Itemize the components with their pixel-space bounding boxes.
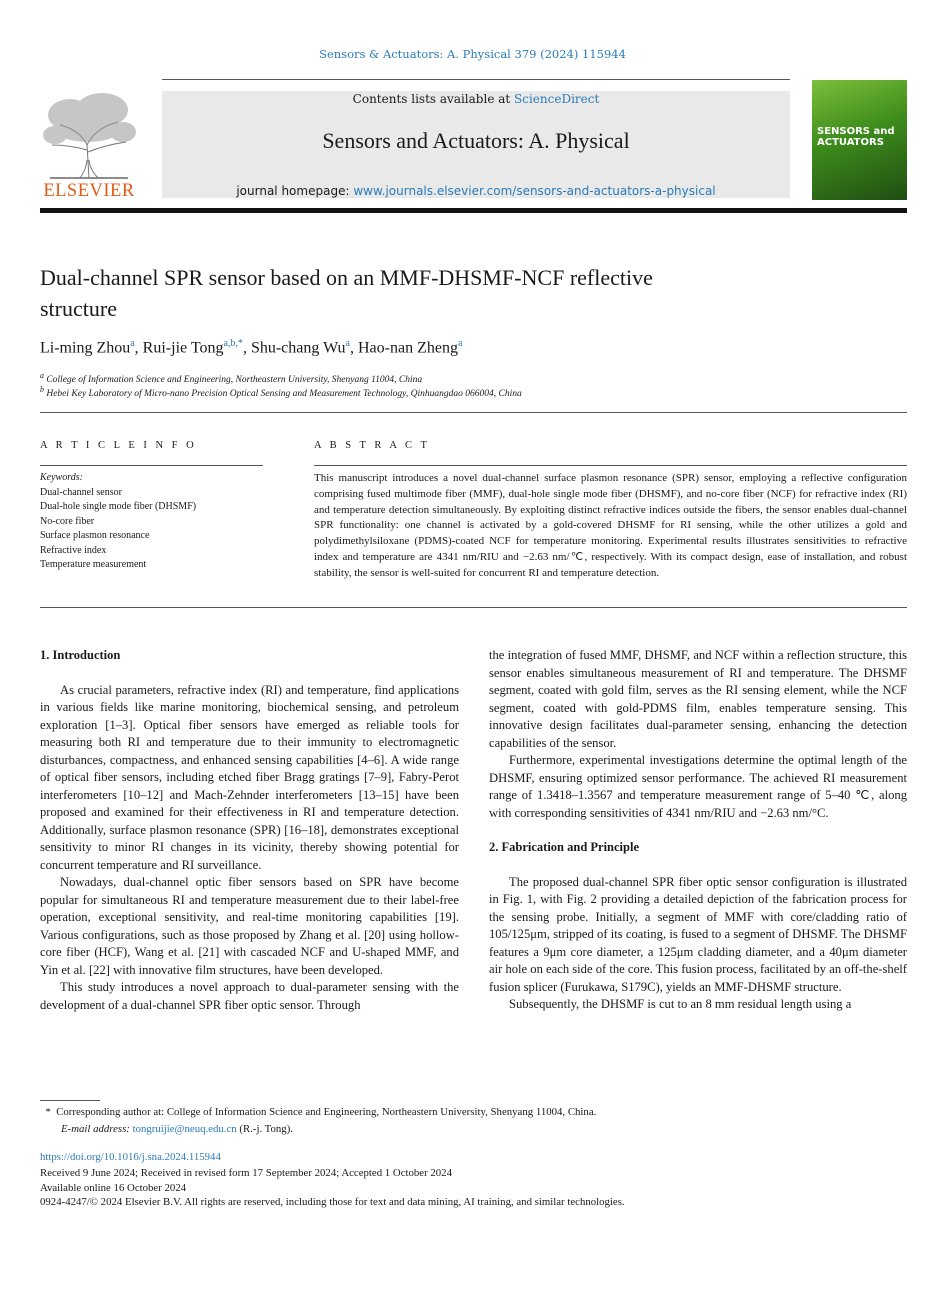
email-suffix: (R.-j. Tong).	[236, 1123, 293, 1135]
keyword: Dual-hole single mode fiber (DHSMF)	[40, 501, 197, 512]
contents-line	[162, 92, 790, 106]
header-top-rule	[162, 79, 790, 80]
author-list: Li-ming Zhou$^a$, Rui-jie Tong$^{a,b,*}$, Shu-chang Wu$^a$, Hao-nan Zheng$^a$	[40, 338, 463, 357]
author-affil-sup[interactable]: a,b,*	[223, 338, 243, 349]
doi-link[interactable]: https://doi.org/10.1016/j.sna.2024.115944	[40, 1151, 221, 1163]
author-name[interactable]: Shu-chang Wu	[250, 339, 346, 357]
cover-title: SENSORS and ACTUATORS	[817, 126, 895, 148]
abstract-text: This manuscript introduces a novel dual-channel surface plasmon resonance (SPR) sensor, employing a reflective configuration comprising fused multimode fiber (MMF), dual-hole single mode fiber (DHSMF), and no-core fiber (NCF) for refractive index (RI) and temperature detection simultaneously. By exploiting distinct refractive indices outside the fibers, the sensor enables dual-channel SPR functionality: one channel is activated by a gold-covered DHSMF for RI sensing, while the other utilizes a gold and polydimethylsiloxane (PDMS)-coated NCF for temperature monitoring. Experimental results illustrates sensitivities to refractive index and temperature are 4341 nm/RIU and −2.63 nm/℃, respectively. With its compact design, ease of installation, and robust stability, the sensor is well-suited for concurrent RI and temperature detection.	[314, 472, 907, 579]
header-thick-rule	[40, 208, 907, 213]
paragraph: The proposed dual-channel SPR fiber optic sensor configuration is illustrated in Fig. 1, with Fig. 2 providing a detailed depiction of the fabrication process for the sensing probe. Initially, a segment of MMF with core/cladding ratio of 105/125μm, stripped of its coating, is fused to a segment of DHSMF. The DHSMF features a 9μm core diameter, a 125μm cladding diameter, and a 40μm diameter air hole on each side of the core. This fusion process, facilitated by an off-the-shelf fusion splicer (Furukawa, S179C), yields an MMF-DHSMF structure.	[489, 874, 907, 994]
keyword: Temperature measurement	[40, 559, 147, 570]
body-column-right	[489, 647, 907, 1014]
keyword: No-core fiber	[40, 515, 95, 527]
elsevier-wordmark: ELSEVIER	[43, 181, 135, 201]
keyword: Refractive index	[40, 544, 107, 556]
journal-cover-image	[812, 80, 907, 200]
journal-homepage	[162, 184, 790, 198]
corresponding-text: Corresponding author at: College of Information Science and Engineering, Northeastern University, Shenyang 11004, China.	[56, 1106, 597, 1118]
homepage-prefix: journal homepage:	[236, 184, 354, 198]
article-title: Dual-channel SPR sensor based on an MMF-DHSMF-NCF reflective structure	[40, 265, 653, 321]
journal-name: Sensors and Actuators: A. Physical	[322, 128, 630, 153]
affiliation-text: College of Information Science and Engineering, Northeastern University, Shenyang 11004, China	[46, 375, 423, 386]
paragraph: This study introduces a novel approach to dual-parameter sensing with the development of a dual-channel SPR fiber optic sensor. Through	[40, 980, 459, 1012]
homepage-link[interactable]: www.journals.elsevier.com/sensors-and-actuators-a-physical	[353, 184, 716, 198]
author-affil-sup[interactable]: a	[457, 338, 463, 349]
keywords-list	[40, 471, 196, 573]
affiliation-text: Hebei Key Laboratory of Micro-nano Precision Optical Sensing and Measurement Technology, Qinhuangdao 066004, China	[46, 389, 522, 400]
section-heading-fabrication: 2. Fabrication and Principle	[489, 840, 639, 854]
section-heading-introduction: 1. Introduction	[40, 648, 121, 662]
author-name[interactable]: Li-ming Zhou	[40, 339, 131, 357]
body-column-left	[40, 647, 459, 1014]
available-online: Available online 16 October 2024	[40, 1182, 187, 1194]
article-info-heading: A R T I C L E I N F O	[40, 440, 197, 451]
affiliation-b	[40, 385, 522, 399]
affiliation-sup: a	[40, 371, 44, 380]
paragraph: As crucial parameters, refractive index (RI) and temperature, find applications in various fields like marine monitoring, biochemical sensing, and petroleum exploration [1–3]. Optical fiber sensors have emerged as reliable tools for measuring both RI and temperature due to their immunity to electromagnetic disturbances, compactness, and enhanced sensing capabilities [4–6]. A wide range of optical fiber sensors, including etched fiber Bragg gratings [7–9], Fabry-Perot interferometers [10–12] and Mach-Zehnder interferometers [13–15] have been proposed and examined for their effectiveness in RI and temperature detection. Additionally, surface plasmon resonance (SPR) [16–18], demonstrates exceptional sensitivity to minor RI changes in its vicinity, thereby showing potential for concurrent temperature and RI surveillance.	[40, 682, 459, 872]
contents-prefix: Contents lists available at	[352, 92, 515, 106]
journal-reference-link[interactable]: Sensors & Actuators: A. Physical 379 (2024) 115944	[319, 47, 626, 61]
keywords-label: Keywords:	[40, 472, 83, 483]
email-link[interactable]: tongruijie@neuq.edu.cn	[132, 1123, 237, 1135]
abstract-heading: A B S T R A C T	[314, 440, 430, 451]
divider	[314, 465, 907, 466]
author-affil-sup[interactable]: a	[130, 338, 135, 349]
paragraph: Nowadays, dual-channel optic fiber sensors based on SPR have become popular for simultaneous RI and temperature measurement due to their label-free operation, exceptional sensitivity, and real-time monitoring capabilities [19]. Various configurations, such as those proposed by Zhang et al. [20] using hollow-core fiber (HCF), Wang et al. [21] with cascaded NCF and U-shaped MMF, and Yin et al. [22] with innovative film structures, have been developed.	[40, 875, 459, 977]
received-dates: Received 9 June 2024; Received in revised form 17 September 2024; Accepted 1 October 2024	[40, 1167, 452, 1179]
email-line	[61, 1123, 293, 1135]
paragraph: Furthermore, experimental investigations determine the optimal length of the DHSMF, ensuring optimized sensor performance. The achieved RI measurement range of 1.3418–1.3567 and temperature measurement range of 5–40 ℃, along with corresponding sensitivities of 4341 nm/RIU and −2.63 nm/°C.	[489, 753, 907, 820]
corresponding-author-note: * Corresponding author at: College of Information Science and Engineering, Northeastern University, Shenyang 11004, China.	[40, 1106, 597, 1118]
divider	[40, 465, 263, 466]
affiliation-sup: b	[40, 385, 44, 394]
keyword: Surface plasmon resonance	[40, 530, 150, 541]
footnote-rule	[40, 1100, 100, 1101]
paragraph: Subsequently, the DHSMF is cut to an 8 mm residual length using a	[509, 997, 852, 1011]
copyright-notice: 0924-4247/© 2024 Elsevier B.V. All rights are reserved, including those for text and data mining, AI training, and similar technologies.	[40, 1196, 625, 1208]
keyword: Dual-channel sensor	[40, 486, 122, 498]
paragraph: the integration of fused MMF, DHSMF, and NCF within a reflection structure, this sensor enables simultaneous measurement of RI and temperature. The DHSMF segment, coated with gold film, serves as the RI sensing element, while the NCF segment, coated with gold-PDMS film, enables temperature sensing. This innovative design facilitates dual-parameter sensing, enhancing the detection capabilities of the sensor.	[489, 648, 907, 750]
divider	[40, 412, 907, 413]
affiliation-a	[40, 371, 422, 385]
author-name[interactable]: Rui-jie Tong	[142, 339, 224, 357]
email-label: E-mail address:	[61, 1123, 133, 1135]
sciencedirect-link[interactable]: ScienceDirect	[514, 92, 600, 106]
author-affil-sup[interactable]: a	[345, 338, 350, 349]
author-name[interactable]: Hao-nan Zheng	[358, 339, 458, 357]
divider	[40, 607, 907, 608]
